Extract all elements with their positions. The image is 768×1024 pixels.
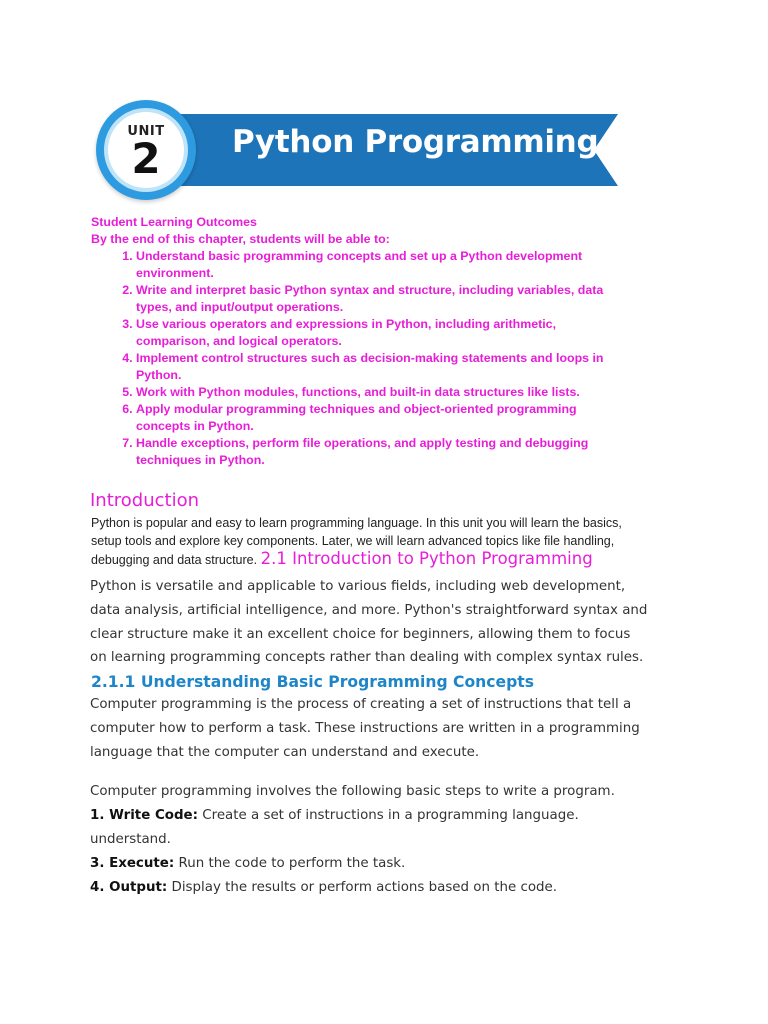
section-2-1-heading: 2.1 Introduction to Python Programming [260,549,593,568]
outcome-item: 4. Implement control structures such as decision-making statements and loops in Python. [136,350,621,384]
introduction-text: Python is popular and easy to learn programming language. In this unit you will learn the basics, setup tools and explore key components. Later, we will learn advanced topics like file handling, debugging and data structure. 2.1 Introduction to Python Programming [91,516,622,568]
section-2-1-1-heading: 2.1.1 Understanding Basic Programming Concepts [91,673,535,691]
steps-list [90,780,650,900]
outcome-item: 5. Work with Python modules, functions, and built-in data structures like lists. [136,384,621,401]
unit-number: 2 [131,134,161,183]
step-item: 3. Execute: Run the code to perform the task. [90,856,406,871]
outcomes-intro: By the end of this chapter, students will be able to: [91,232,390,246]
unit-badge [96,100,196,200]
unit-title: Python Programming [232,124,599,160]
outcome-item: 1. Understand basic programming concepts and set up a Python development environment. [136,248,621,282]
unit-label: UNIT [127,124,165,139]
step-item: 1. Write Code: Create a set of instructions in a programming language. [90,808,579,823]
outcome-item: 6. Apply modular programming techniques and object-oriented programming concepts in Python. [136,401,621,435]
step-item: 4. Output: Display the results or perform actions based on the code. [90,880,558,895]
steps-intro: Computer programming involves the following basic steps to write a program. [90,784,615,799]
outcome-item: 7. Handle exceptions, perform file operations, and apply testing and debugging techniques in Python. [136,435,621,469]
unit-banner [96,100,618,200]
section-2-1-paragraph: Python is versatile and applicable to various fields, including web development, data analysis, artificial intelligence, and more. Python's straightforward syntax and clear structure make it an excellent choice for beginners, allowing them to focus on learning programming concepts rather than dealing with complex syntax rules. [90,579,648,666]
section-2-1-1-paragraph: Computer programming is the process of creating a set of instructions that tell a computer how to perform a task. These instructions are written in a programming language that the computer can understand and execute. [90,697,640,760]
outcomes-list [91,248,621,469]
learning-outcomes [91,214,621,469]
outcome-item: 3. Use various operators and expressions in Python, including arithmetic, comparison, and logical operators. [136,316,621,350]
introduction-heading: Introduction [90,490,200,511]
outcomes-heading: Student Learning Outcomes [91,215,257,229]
step-item: understand. [90,832,171,847]
outcome-item: 2. Write and interpret basic Python syntax and structure, including variables, data types, and input/output operations. [136,282,621,316]
